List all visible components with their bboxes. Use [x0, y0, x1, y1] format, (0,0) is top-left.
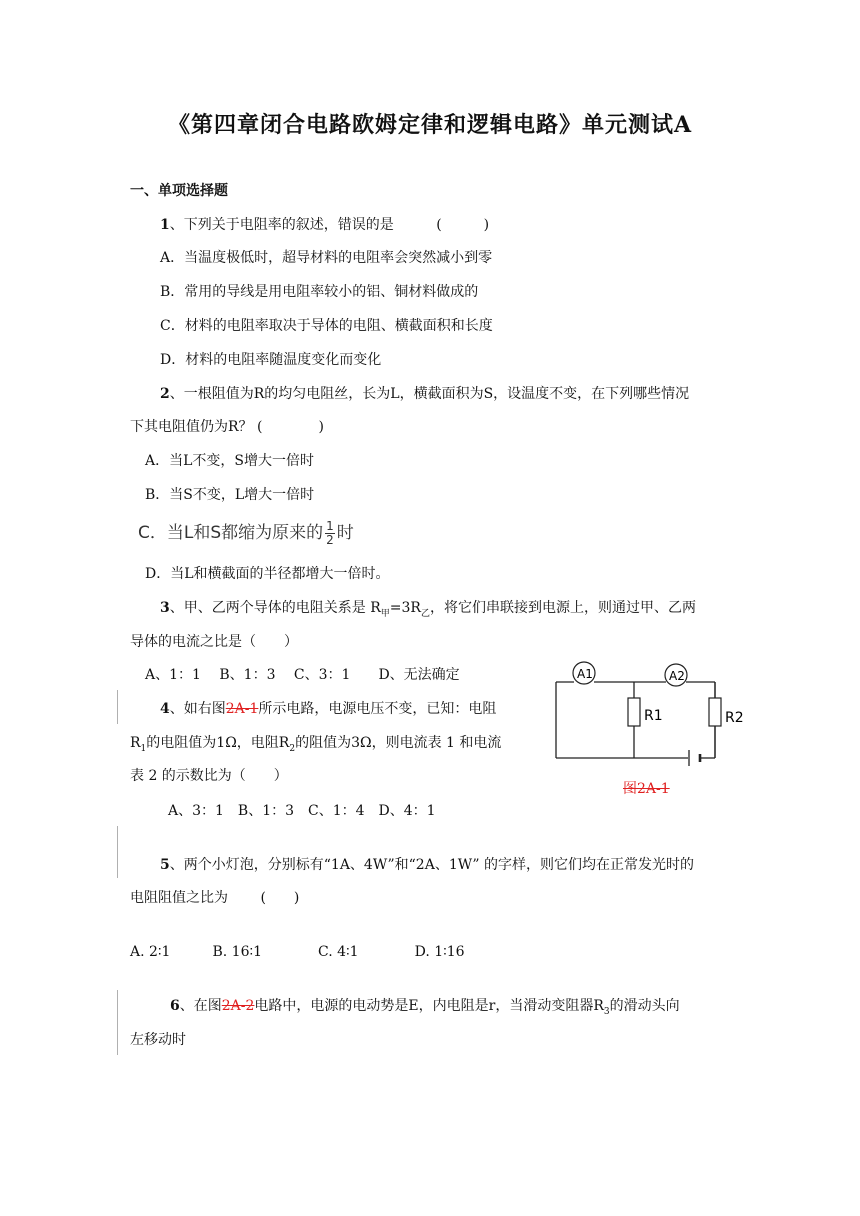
subscript-2: 2	[289, 743, 296, 754]
page-title: 《第四章闭合电路欧姆定律和逻辑电路》单元测试A	[167, 112, 693, 138]
question-6-text-pre: 、在图	[179, 998, 222, 1014]
question-3-text-c: ，将它们串联接到电源上，则通过甲、乙两	[429, 600, 696, 616]
question-6-text-mid: 电路中，电源的电动势是E，内电阻是r，当滑动变阻器R	[254, 998, 604, 1014]
question-5-number: 5	[160, 857, 170, 873]
question-1-stem	[160, 215, 489, 235]
question-2-option-c-suffix: 时	[336, 523, 354, 543]
question-5-options: A. 2∶1 B. 16∶1 C. 4∶1 D. 1∶16	[130, 944, 465, 960]
fraction-denominator: 2	[326, 532, 334, 547]
question-6-number: 6	[170, 998, 180, 1014]
question-1-option-c: C．材料的电阻率取决于导体的电阻、横截面积和长度	[160, 318, 493, 334]
fraction-numerator: 1	[326, 518, 334, 533]
ammeter-1-label: A1	[577, 667, 593, 681]
resistor-r2-icon	[709, 698, 721, 726]
question-4-text-r: R	[130, 735, 141, 751]
deleted-figure-ref: 2A-2	[221, 998, 255, 1014]
question-2-number: 2	[160, 386, 170, 402]
resistor-r2-label: R2	[725, 710, 744, 726]
question-3-number: 3	[160, 600, 170, 616]
revision-bar-1	[117, 690, 118, 724]
question-3-options: A、1：1 B、1：3 C、3：1 D、无法确定	[145, 667, 460, 683]
subscript-jia: 甲	[380, 608, 390, 619]
question-4-options: A、3：1 B、1：3 C、1：4 D、4：1	[168, 803, 436, 819]
revision-bar-2	[117, 826, 118, 878]
fraction-one-half	[325, 520, 335, 547]
question-6-stem-line-2: 左移动时	[130, 1032, 186, 1048]
subscript-3: 3	[603, 1006, 610, 1017]
question-2-option-b: B．当S不变，L增大一倍时	[145, 487, 315, 503]
question-4-stem-line-1	[160, 699, 496, 719]
question-4-text-post: 所示电路，电源电压不变，已知：电阻	[258, 701, 497, 717]
subscript-1: 1	[140, 743, 147, 754]
question-6-stem-line-1	[170, 996, 680, 1022]
question-2-stem-line-2: 下其电阻值仍为R？ ( )	[130, 419, 324, 435]
revision-bar-3	[117, 990, 118, 1055]
question-1-option-b: B．常用的导线是用电阻率较小的铝、铜材料做成的	[160, 284, 479, 300]
question-3-text-a: 、甲、乙两个导体的电阻关系是 R	[169, 600, 381, 616]
question-2-option-c	[138, 518, 354, 547]
deleted-figure-ref: 2A-1	[225, 701, 259, 717]
question-4-text-mid: 的电阻值为1Ω，电阻R	[146, 735, 290, 751]
question-4-text-pre: 、如右图	[169, 701, 226, 717]
question-3-text-b: =3R	[389, 600, 421, 616]
question-5-text: 、两个小灯泡，分别标有“1A、4W”和“2A、1W” 的字样，则它们均在正常发光时的	[169, 857, 694, 873]
question-4-text-end: 的阻值为3Ω，则电流表 1 和电流	[295, 735, 502, 751]
question-2-option-d: D．当L和横截面的半径都增大一倍时。	[145, 566, 390, 582]
subscript-yi: 乙	[420, 608, 430, 619]
question-4-number: 4	[160, 701, 170, 717]
ammeter-2-label: A2	[669, 669, 685, 683]
question-4-stem-line-2	[130, 733, 501, 759]
section-heading-single-choice: 一、单项选择题	[130, 183, 228, 199]
question-1-option-d: D．材料的电阻率随温度变化而变化	[160, 352, 382, 368]
figure-caption: 图2A-1	[623, 781, 670, 797]
circuit-diagram	[548, 658, 760, 770]
question-1-number: 1	[160, 217, 170, 233]
question-2-text: 、一根阻值为R的均匀电阻丝，长为L，横截面积为S，设温度不变，在下列哪些情况	[169, 386, 690, 402]
question-5-stem-line-1	[160, 855, 694, 875]
question-1-text: 、下列关于电阻率的叙述，错误的是	[169, 217, 394, 233]
question-3-stem-line-2: 导体的电流之比是（ ）	[130, 634, 298, 650]
question-2-stem-line-1	[160, 384, 689, 404]
question-1-blank: ( )	[436, 217, 490, 233]
battery-icon	[689, 750, 700, 766]
resistor-r1-icon	[628, 698, 640, 726]
question-4-stem-line-3: 表 2 的示数比为（ ）	[130, 768, 288, 784]
question-5-stem-line-2: 电阻阻值之比为 ( )	[130, 890, 300, 906]
question-2-option-a: A．当L不变，S增大一倍时	[145, 453, 314, 469]
question-1-option-a: A．当温度极低时，超导材料的电阻率会突然减小到零	[160, 250, 493, 266]
question-6-text-post: 的滑动头向	[609, 998, 680, 1014]
resistor-r1-label: R1	[644, 708, 663, 724]
question-3-stem-line-1	[160, 598, 696, 624]
question-2-option-c-text: C．当L和S都缩为原来的	[138, 523, 324, 543]
